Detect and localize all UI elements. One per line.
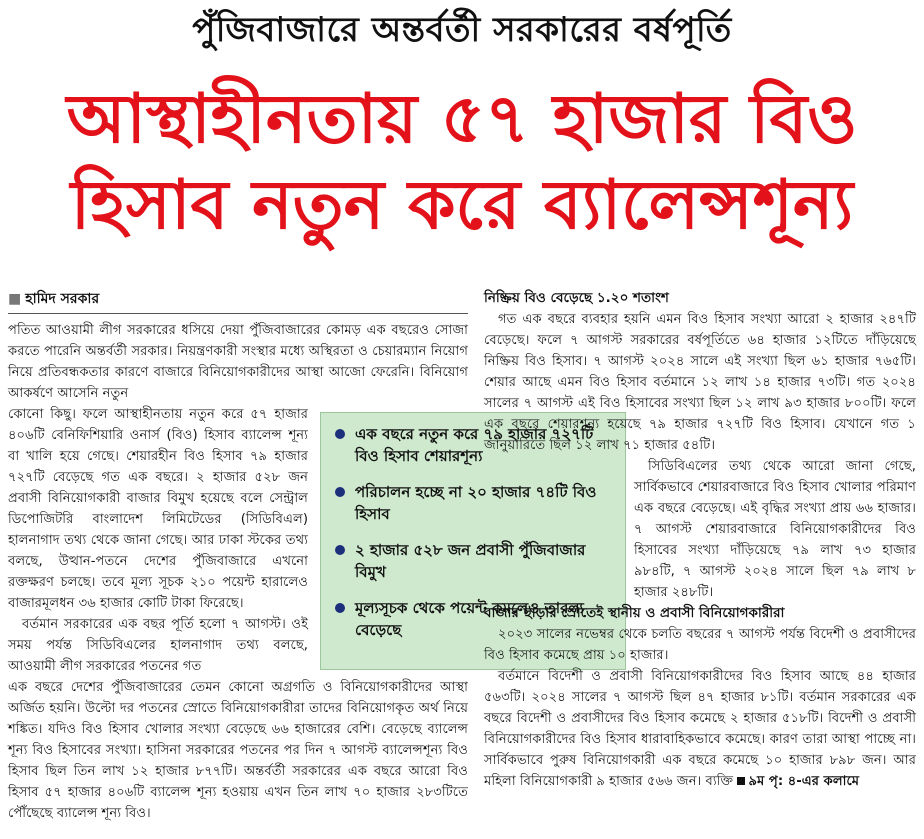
- article-text: বর্তমানে বিদেশী ও প্রবাসী বিনিয়োগকারীদের বিও হিসাব আছে ৪৪ হাজার ৫৬৩টি। ২০২৪ সালের ৭ আগস্ট ছিল ৪৭ হাজার ৮১টি। বর্তমান সরকারের এক বছরে বিদেশী ও প্রবাসীদের বিও হিসাব কমেছে ২ হাজার ৫১৮টি। বিদেশী ও প্রবাসী বিনিয়োগকারীদের বিও হিসাব ধারাবাহিকভাবে কমেছে। কারণ তারা আস্থা পাচ্ছে না। সার্বিকভাবে পুরুষ বিনিয়োগকারী এক বছরে কমেছে ১০ হাজার ৮৯৮ জন। আর মহিলা বিনিয়োগকারী ৯ হাজার ৫৬৬ জন। ব্যক্তি: [484, 669, 916, 789]
- article-paragraph: সিডিবিএলের তথ্য থেকে আরো জানা গেছে, সার্বিকভাবে শেয়ারবাজারে বিও হিসাব খোলার পরিমাণ এক বছরে বেড়েছে। এই বৃদ্ধির সংখ্যা প্রায় ৬৬ হাজার। ৭ আগস্ট শেয়ারবাজারে বিনিয়োগকারীদের বিও হিসাবের সংখ্যা দাঁড়িয়েছে ৭৯ লাখ ৭৩ হাজার ৯৮৪টি, ৭ আগস্ট ২০২৪ সালে ছিল ৭৯ লাখ ৮ হাজার ২৪৮টি।: [634, 459, 916, 600]
- kicker-title: পুঁজিবাজারে অন্তর্বর্তী সরকারের বর্ষপূর্তি: [192, 10, 732, 50]
- right-column: [484, 288, 916, 792]
- divider: [8, 313, 468, 314]
- article-paragraph: ২০২৩ সালের নভেম্বর থেকে চলতি বছরের ৭ আগস্ট পর্যন্ত বিদেশী ও প্রবাসীদের বিও হিসাব কমেছে প্রায় ১০ হাজার।: [484, 627, 916, 663]
- article-paragraph: পতিত আওয়ামী লীগ সরকারের ধসিয়ে দেয়া পুঁজিবাজারের কোমড় এক বছরেও সোজা করতে পারেনি অন্তর্বর্তী সরকার। নিয়ন্ত্রণকারী সংস্থার মধ্যে অস্থিরতা ও চেয়ারম্যান নিয়োগ নিয়ে প্রতিবন্ধকতার কারণে বাজারে বিনিয়োগকারীদের আস্থা আজো ফেরেনি। বিনিয়োগ আকর্ষণে আসেনি নতুন: [8, 323, 468, 401]
- byline: [8, 288, 468, 310]
- bullet-icon: [335, 429, 345, 439]
- continued-text: ৯ম পৃ: ৪-এর কলামে: [748, 774, 860, 789]
- byline-author: হামিদ সরকার: [25, 291, 100, 307]
- article-paragraph: [484, 666, 916, 792]
- headline-line-2: হিসাব নতুন করে ব্যালেন্সশূন্য: [70, 166, 854, 245]
- bullet-icon: [335, 545, 345, 555]
- highlight-text: পরিচালন হচ্ছে না ২০ হাজার ৭৪টি বিও হিসাব: [355, 483, 597, 523]
- article-paragraph: কোনো কিছু। ফলে আস্থাহীনতায় নতুন করে ৫৭ হাজার ৪০৬টি বেনিফিশিয়ারি ওনার্স (বিও) হিসাব ব্যালেন্স শূন্য বা খালি হয়ে গেছে। শেয়ারহীন বিও হিসাব ৭৯ হাজার ৭২৭টি বেড়েছে গত এক বছরে। ২ হাজার ৫২৮ জন প্রবাসী বিনিয়োগকারী বাজার বিমুখ হয়েছে বলে সেন্ট্রাল ডিপোজিটরি বাংলাদেশ লিমিটেডের (সিডিবিএল) হালনাগাদ তথ্য থেকে জানা গেছে। আর ঢাকা স্টকের তথ্য বলছে, উত্থান-পতনে দেশের পুঁজিবাজারে এখনো রক্তক্ষরণ চলছে। তবে মূল্য সূচক ২১০ পয়েন্ট হারালেও বাজারমূলধন ৩৬ হাজার কোটি টাকা ফিরেছে।: [8, 407, 308, 611]
- subheading: নিষ্ক্রিয় বিও বেড়েছে ১.২০ শতাংশ: [484, 290, 669, 306]
- headline-line-1: আস্থাহীনতায় ৫৭ হাজার বিও: [66, 80, 858, 159]
- bullet-icon: [335, 487, 345, 497]
- continued-note: [737, 774, 859, 789]
- highlight-text: ২ হাজার ৫২৮ জন প্রবাসী পুঁজিবাজার বিমুখ: [355, 541, 586, 581]
- bullet-icon: [335, 603, 345, 613]
- article-paragraph: বর্তমান সরকারের এক বছর পূর্তি হলো ৭ আগস্ট। ওই সময় পর্যন্ত সিডিবিএলের হালনাগাদ তথ্য বলছে, আওয়ামী লীগ সরকারের পতনের গত: [8, 617, 308, 674]
- highlight-text: মূল্যসূচক থেকে পয়েন্ট কমলেও তারল্য বেড়েছে: [355, 599, 584, 639]
- article-paragraph: এক বছরে দেশের পুঁজিবাজারের তেমন কোনো অগ্রগতি ও বিনিয়োগকারীদের আস্থা অর্জিত হয়নি। উল্টো দর পতনের স্রোতে বিনিয়োগকারীরা তাদের বিনিয়োগকৃত অর্থ নিয়ে শঙ্কিত। যদিও বিও হিসাব খোলার সংখ্যা বেড়েছে ৬৬ হাজারের বেশি। বেড়েছে ব্যালেন্স শূন্য বিও হিসাবের সংখ্যা। হাসিনা সরকারের পতনের পর দিন ৭ আগস্ট ব্যালেন্সশূন্য বিও হিসাব ছিল তিন লাখ ১২ হাজার ৮৭৭টি। অন্তর্বর্তী সরকারের এক বছরে আরো বিও হিসাব ৫৭ হাজার ৪০৬টি ব্যালেন্স শূন্য হওয়ায় এখন তিন লাখ ৭০ হাজার ২৮৩টিতে পৌঁছেছে ব্যালেন্স শূন্য বিও।: [8, 680, 468, 821]
- highlight-text: এক বছরে নতুন করে ৭৯ হাজার ৭২৭টি বিও হিসাব শেয়ারশূন্য: [355, 425, 594, 465]
- article-paragraph: গত এক বছরে ব্যবহার হয়নি এমন বিও হিসাব সংখ্যা আরো ২ হাজার ২৪৭টি বেড়েছে। ফলে ৭ আগস্ট সরকারের বর্ষপূর্তিতে ৬৪ হাজার ১২টিতে দাঁড়িয়েছে নিষ্ক্রিয় বিও হিসাব। ৭ আগস্ট ২০২৪ সালে এই সংখ্যা ছিল ৬১ হাজার ৭৬৫টি। শেয়ার আছে এমন বিও হিসাব বর্তমানে ১২ লাখ ১৪ হাজার ৭৩টি। গত ২০২৪ সালের ৭ আগস্ট এই বিও হিসাবের সংখ্যা ছিল ১২ লাখ ৯৩ হাজার ৮০০টি। ফলে এক বছরে শেয়ারশূন্য হয়েছে ৭৯ হাজার ৭২৭টি বিও হিসাব। যেখানে গত ১ জানুয়ারিতে ছিল ১২ লাখ ৭১ হাজার ৫৪টি।: [484, 312, 916, 453]
- subheading: বাজার ছাড়ার স্রোতেই স্থানীয় ও প্রবাসী বিনিয়োগকারীরা: [484, 605, 785, 621]
- square-icon: [737, 777, 745, 785]
- bullet-icon: ■: [8, 291, 22, 307]
